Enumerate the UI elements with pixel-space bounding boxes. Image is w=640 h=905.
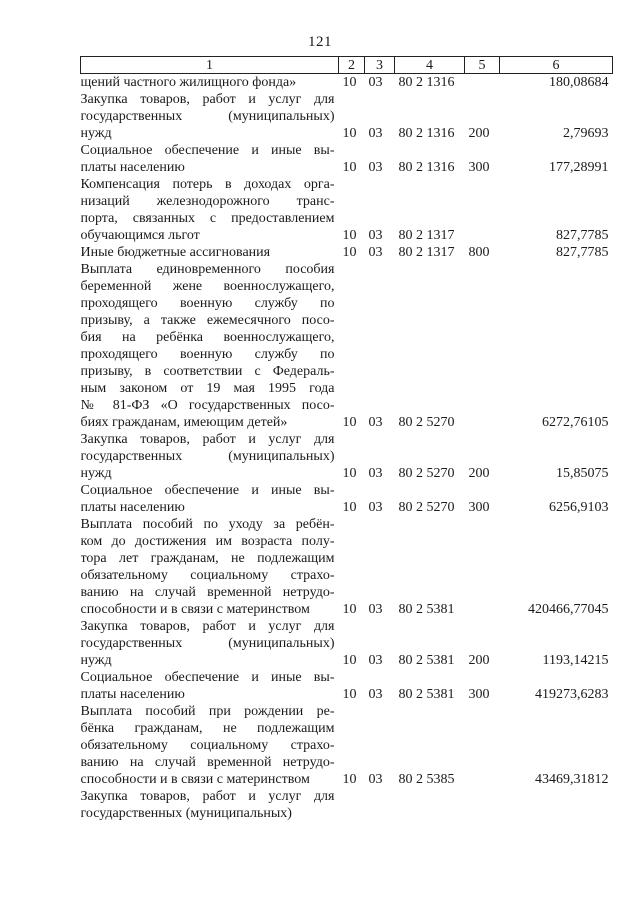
description-line: тора лет гражданам, не подлежащим bbox=[80, 551, 335, 566]
target-article-code: 80 2 5381 bbox=[398, 653, 455, 668]
row-description bbox=[81, 142, 339, 176]
subsection-code: 03 bbox=[368, 466, 383, 481]
description-line: Закупка товаров, работ и услуг для bbox=[80, 432, 335, 447]
description-line: биях гражданам, имеющим детей» bbox=[80, 415, 288, 430]
row-description bbox=[81, 703, 339, 788]
description-line: Закупка товаров, работ и услуг для bbox=[80, 619, 335, 634]
table-row bbox=[81, 618, 613, 669]
subsection-code: 03 bbox=[368, 687, 383, 702]
expense-type-code: 200 bbox=[468, 653, 490, 668]
description-line: порта, связанных с предоставлением bbox=[80, 211, 335, 226]
description-line: Социальное обеспечение и иные вы- bbox=[80, 670, 335, 685]
page-number: 121 bbox=[308, 34, 332, 50]
table-row bbox=[81, 482, 613, 516]
description-line: проходящего военную службу по bbox=[80, 347, 335, 362]
column-header: 4 bbox=[395, 57, 465, 74]
amount: 180,08684 bbox=[549, 75, 609, 90]
table-row bbox=[81, 176, 613, 244]
amount: 15,85075 bbox=[556, 466, 609, 481]
description-line: Иные бюджетные ассигнования bbox=[80, 245, 271, 260]
section-code: 10 bbox=[342, 687, 357, 702]
expense-type-code: 300 bbox=[468, 687, 490, 702]
target-article-code: 80 2 5270 bbox=[398, 466, 455, 481]
description-line: нужд bbox=[80, 653, 112, 668]
amount: 177,28991 bbox=[549, 160, 609, 175]
amount: 6256,9103 bbox=[549, 500, 609, 515]
amount: 43469,31812 bbox=[535, 772, 609, 787]
target-article-code: 80 2 5270 bbox=[398, 415, 455, 430]
target-article-code: 80 2 5381 bbox=[398, 687, 455, 702]
section-code: 10 bbox=[342, 75, 357, 90]
target-article-code: 80 2 1317 bbox=[398, 245, 455, 260]
section-code: 10 bbox=[342, 653, 357, 668]
target-article-code: 80 2 1317 bbox=[398, 228, 455, 243]
subsection-code: 03 bbox=[368, 500, 383, 515]
description-line: Закупка товаров, работ и услуг для bbox=[80, 92, 335, 107]
description-line: Социальное обеспечение и иные вы- bbox=[80, 143, 335, 158]
amount: 2,79693 bbox=[563, 126, 609, 141]
section-code: 10 bbox=[342, 415, 357, 430]
section-code: 10 bbox=[342, 772, 357, 787]
amount bbox=[500, 788, 613, 822]
description-line: платы населению bbox=[80, 500, 185, 515]
expense-type-code: 300 bbox=[468, 500, 490, 515]
row-description bbox=[81, 176, 339, 244]
section-code: 10 bbox=[342, 245, 357, 260]
description-line: призыву, в соответствии с Федераль- bbox=[80, 364, 335, 379]
row-description bbox=[81, 261, 339, 431]
subsection-code: 03 bbox=[368, 160, 383, 175]
description-line: Закупка товаров, работ и услуг для bbox=[80, 789, 335, 804]
description-line: Выплата пособий при рождении ре- bbox=[80, 704, 335, 719]
expense-type-code: 200 bbox=[468, 466, 490, 481]
column-header: 1 bbox=[81, 57, 339, 74]
column-header: 3 bbox=[365, 57, 395, 74]
description-line: способности и в связи с материнством bbox=[80, 602, 310, 617]
section-code: 10 bbox=[342, 126, 357, 141]
description-line: нужд bbox=[80, 126, 112, 141]
description-line: проходящего военную службу по bbox=[80, 296, 335, 311]
table-row bbox=[81, 74, 613, 92]
subsection-code: 03 bbox=[368, 415, 383, 430]
column-header: 6 bbox=[500, 57, 613, 74]
description-line: платы населению bbox=[80, 160, 185, 175]
subsection-code: 03 bbox=[368, 126, 383, 141]
description-line: Выплата пособий по уходу за ребён- bbox=[80, 517, 335, 532]
table-row bbox=[81, 788, 613, 822]
subsection-code: 03 bbox=[368, 228, 383, 243]
target-article-code: 80 2 1316 bbox=[398, 160, 455, 175]
description-line: низаций железнодорожного транс- bbox=[80, 194, 335, 209]
header-row bbox=[81, 57, 613, 74]
description-line: бёнка гражданам, не подлежащим bbox=[80, 721, 335, 736]
table-row bbox=[81, 261, 613, 431]
subsection-code: 03 bbox=[368, 653, 383, 668]
amount: 420466,77045 bbox=[528, 602, 609, 617]
table-row bbox=[81, 431, 613, 482]
section-code: 10 bbox=[342, 160, 357, 175]
description-line: государственных (муниципальных) bbox=[80, 109, 335, 124]
row-description bbox=[81, 482, 339, 516]
target-article-code: 80 2 1316 bbox=[398, 126, 455, 141]
expense-type-code bbox=[465, 703, 500, 788]
description-line: Компенсация потерь в доходах орга- bbox=[80, 177, 335, 192]
expense-type-code bbox=[465, 788, 500, 822]
description-line: платы населению bbox=[80, 687, 185, 702]
description-line: № 81-ФЗ «О государственных посо- bbox=[80, 398, 335, 413]
budget-table bbox=[80, 56, 613, 822]
amount: 827,7785 bbox=[556, 228, 609, 243]
target-article-code: 80 2 1316 bbox=[398, 75, 455, 90]
description-line: ным законом от 19 мая 1995 года bbox=[80, 381, 335, 396]
description-line: ком до достижения им возраста полу- bbox=[80, 534, 335, 549]
subsection-code bbox=[365, 788, 395, 822]
description-line: бия на ребёнка военнослужащего, bbox=[80, 330, 335, 345]
column-header: 2 bbox=[339, 57, 365, 74]
target-article-code bbox=[395, 788, 465, 822]
description-line: беременной жене военнослужащего, bbox=[80, 279, 335, 294]
description-line: обучающимся льгот bbox=[80, 228, 200, 243]
description-line: государственных (муниципальных) bbox=[80, 806, 292, 821]
amount: 827,7785 bbox=[556, 245, 609, 260]
expense-type-code bbox=[465, 176, 500, 244]
table-row bbox=[81, 142, 613, 176]
column-header: 5 bbox=[465, 57, 500, 74]
section-code: 10 bbox=[342, 500, 357, 515]
section-code bbox=[339, 788, 365, 822]
row-description bbox=[81, 74, 339, 92]
row-description bbox=[81, 516, 339, 618]
table-row bbox=[81, 244, 613, 261]
table-row bbox=[81, 669, 613, 703]
amount: 1193,14215 bbox=[542, 653, 609, 668]
description-line: щений частного жилищного фонда» bbox=[80, 75, 297, 90]
expense-type-code bbox=[465, 74, 500, 92]
target-article-code: 80 2 5381 bbox=[398, 602, 455, 617]
expense-type-code: 800 bbox=[468, 245, 490, 260]
amount: 6272,76105 bbox=[542, 415, 609, 430]
expense-type-code: 200 bbox=[468, 126, 490, 141]
description-line: способности и в связи с материнством bbox=[80, 772, 310, 787]
section-code: 10 bbox=[342, 602, 357, 617]
expense-type-code bbox=[465, 261, 500, 431]
table-row bbox=[81, 516, 613, 618]
table-row bbox=[81, 91, 613, 142]
table-row bbox=[81, 703, 613, 788]
description-line: призыву, а также ежемесячного посо- bbox=[80, 313, 335, 328]
subsection-code: 03 bbox=[368, 75, 383, 90]
expense-type-code bbox=[465, 516, 500, 618]
target-article-code: 80 2 5270 bbox=[398, 500, 455, 515]
description-line: ванию на случай временной нетрудо- bbox=[80, 585, 335, 600]
section-code: 10 bbox=[342, 228, 357, 243]
row-description bbox=[81, 91, 339, 142]
description-line: ванию на случай временной нетрудо- bbox=[80, 755, 335, 770]
description-line: нужд bbox=[80, 466, 112, 481]
subsection-code: 03 bbox=[368, 602, 383, 617]
description-line: Выплата единовременного пособия bbox=[80, 262, 335, 277]
target-article-code: 80 2 5385 bbox=[398, 772, 455, 787]
description-line: Социальное обеспечение и иные вы- bbox=[80, 483, 335, 498]
row-description bbox=[81, 244, 339, 261]
row-description bbox=[81, 618, 339, 669]
subsection-code: 03 bbox=[368, 772, 383, 787]
description-line: государственных (муниципальных) bbox=[80, 636, 335, 651]
description-line: государственных (муниципальных) bbox=[80, 449, 335, 464]
row-description bbox=[81, 669, 339, 703]
description-line: обязательному социальному страхо- bbox=[80, 568, 335, 583]
amount: 419273,6283 bbox=[535, 687, 609, 702]
row-description bbox=[81, 431, 339, 482]
subsection-code: 03 bbox=[368, 245, 383, 260]
section-code: 10 bbox=[342, 466, 357, 481]
description-line: обязательному социальному страхо- bbox=[80, 738, 335, 753]
row-description bbox=[81, 788, 339, 822]
expense-type-code: 300 bbox=[468, 160, 490, 175]
